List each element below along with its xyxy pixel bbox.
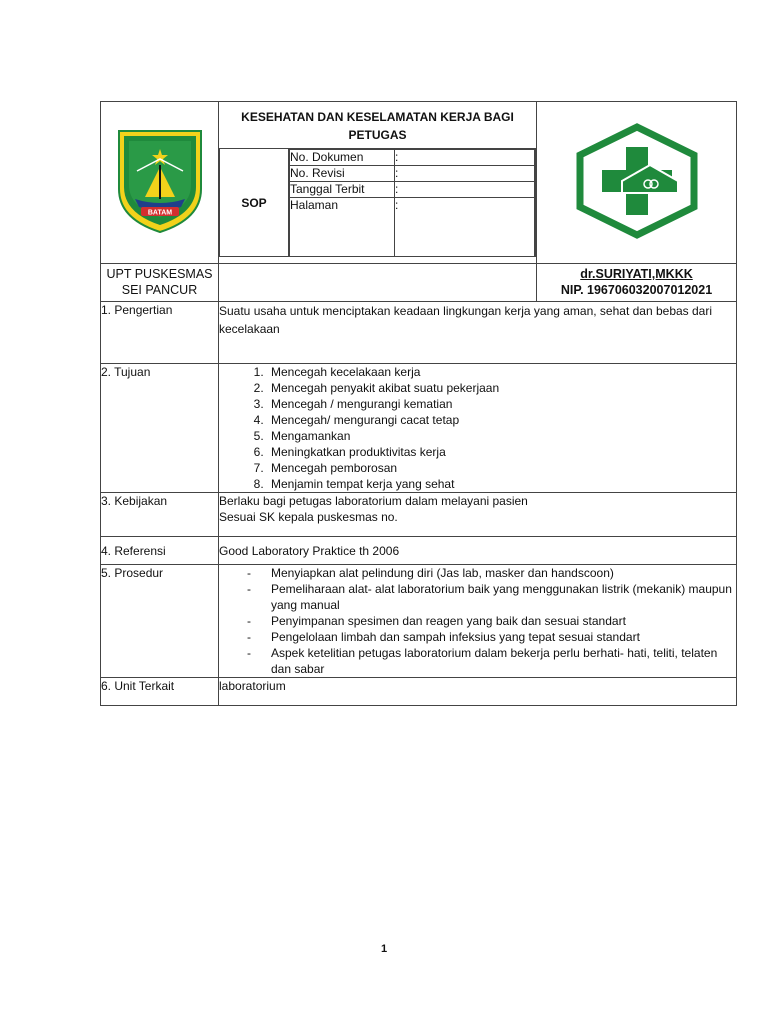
- section-label-referensi: 4. Referensi: [101, 537, 219, 565]
- tujuan-list: [219, 364, 736, 492]
- list-item: 5. Mengamankan: [267, 428, 736, 444]
- signer-nip: NIP. 196706032007012021: [560, 283, 713, 297]
- batam-logo-cell: [101, 102, 219, 264]
- puskesmas-logo-cell: [537, 102, 737, 264]
- header-center-cell: [219, 102, 537, 264]
- signer-name: dr.SURIYATI,MKKK: [580, 267, 693, 281]
- puskesmas-logo-icon: [570, 121, 704, 241]
- list-item: 6. Meningkatkan produktivitas kerja: [267, 444, 736, 460]
- section-label-unit-terkait: 6. Unit Terkait: [101, 678, 219, 706]
- list-item: - Penyimpanan spesimen dan reagen yang baik dan sesuai standart: [247, 614, 626, 628]
- batam-logo-text: BATAM: [147, 209, 172, 217]
- list-item: 8. Menjamin tempat kerja yang sehat: [267, 476, 736, 492]
- doc-meta-block: [219, 148, 536, 257]
- doc-meta-table: [289, 149, 535, 256]
- list-item: 2. Mencegah penyakit akibat suatu pekerjaan: [267, 380, 736, 396]
- section-text-referensi: Good Laboratory Praktice th 2006: [219, 537, 737, 565]
- list-item: - Pengelolaan limbah dan sampah infeksius yang tepat sesuai standart: [247, 630, 640, 644]
- section-label-tujuan: 2. Tujuan: [101, 364, 219, 493]
- org-blank-cell: [219, 264, 537, 302]
- list-item: 4. Mencegah/ mengurangi cacat tetap: [267, 412, 736, 428]
- meta-key-page: Halaman: [290, 198, 395, 257]
- list-item: - Aspek ketelitian petugas laboratorium dalam bekerja perlu berhati- hati, teliti, telaten dan sabar: [247, 646, 718, 676]
- org-name-line2: SEI PANCUR: [121, 283, 198, 297]
- list-item: 7. Mencegah pemborosan: [267, 460, 736, 476]
- list-item: 1. Mencegah kecelakaan kerja: [267, 364, 736, 380]
- section-body-prosedur: [219, 565, 737, 678]
- section-label-pengertian: 1. Pengertian: [101, 302, 219, 364]
- meta-key-doc-number: No. Dokumen: [290, 150, 395, 166]
- meta-value-revision: :: [395, 166, 535, 182]
- meta-key-revision: No. Revisi: [290, 166, 395, 182]
- org-name-line1: UPT PUSKESMAS: [106, 267, 213, 281]
- meta-value-issue-date: :: [395, 182, 535, 198]
- section-label-prosedur: 5. Prosedur: [101, 565, 219, 678]
- section-text-unit-terkait: laboratorium: [219, 678, 737, 706]
- kebijakan-line1: Berlaku bagi petugas laboratorium dalam melayani pasien: [219, 494, 528, 508]
- section-body-kebijakan: [219, 493, 737, 537]
- sop-label: SOP: [220, 149, 289, 257]
- list-item: - Pemeliharaan alat- alat laboratorium baik yang menggunakan listrik (mekanik) maupun yang manual: [247, 582, 732, 612]
- list-item: 3. Mencegah / mengurangi kematian: [267, 396, 736, 412]
- meta-key-issue-date: Tanggal Terbit: [290, 182, 395, 198]
- section-label-kebijakan: 3. Kebijakan: [101, 493, 219, 537]
- sop-table: [100, 101, 737, 706]
- meta-value-doc-number: :: [395, 150, 535, 166]
- list-item: - Menyiapkan alat pelindung diri (Jas lab, masker dan handscoon): [247, 566, 614, 580]
- section-body-tujuan: [219, 364, 737, 493]
- page-number: 1: [380, 943, 388, 955]
- kebijakan-line2: Sesuai SK kepala puskesmas no.: [219, 510, 398, 524]
- signer-cell: [537, 264, 737, 302]
- meta-value-page: :: [395, 198, 535, 257]
- org-name-cell: [101, 264, 219, 302]
- prosedur-list: [219, 565, 736, 677]
- batam-emblem-icon: [115, 127, 205, 235]
- section-text-pengertian: Suatu usaha untuk menciptakan keadaan lingkungan kerja yang aman, sehat dan bebas dari kecelakaan: [219, 302, 737, 364]
- sop-title: KESEHATAN DAN KESELAMATAN KERJA BAGI PETUGAS: [241, 110, 514, 142]
